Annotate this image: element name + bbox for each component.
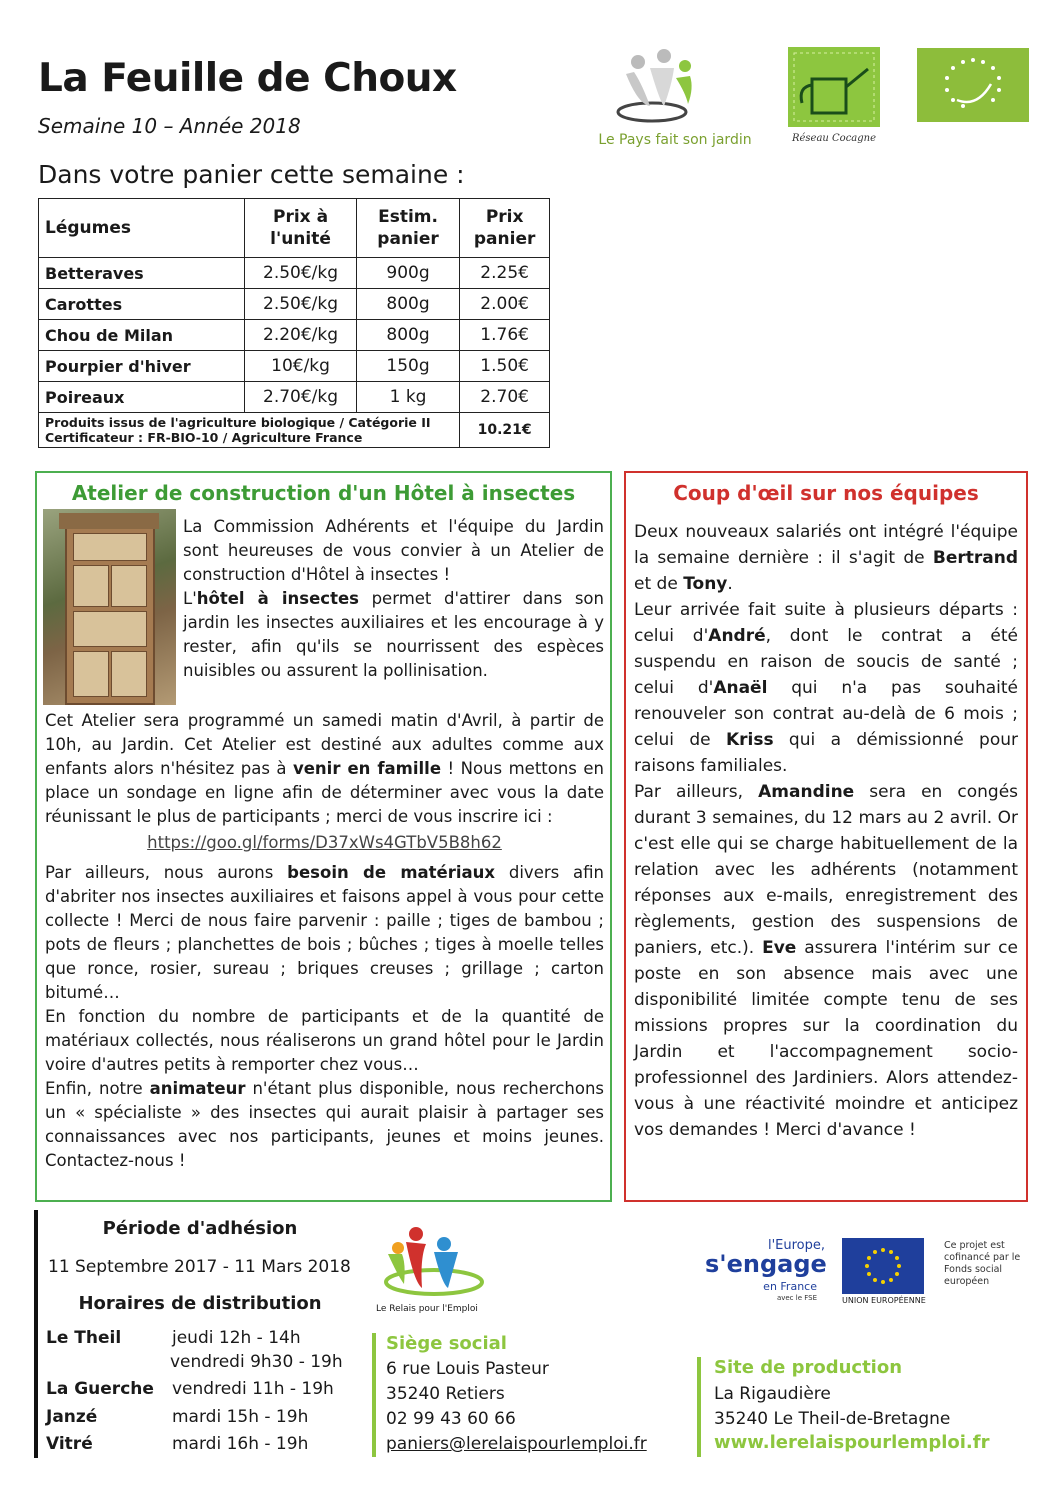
veg-qty: 800g (356, 320, 459, 351)
atelier-intro (183, 515, 604, 683)
veg-price: 2.70€ (460, 382, 550, 413)
eu-organic-leaf-icon (917, 48, 1029, 122)
veg-name: Chou de Milan (39, 320, 245, 351)
siege-street: 6 rue Louis Pasteur (386, 1359, 549, 1379)
schedule-time: vendredi 11h - 19h (172, 1379, 334, 1399)
schedule-place: Vitré (46, 1434, 93, 1454)
equipes-paragraph-1: Deux nouveaux salariés ont intégré l'équipe la semaine dernière : il s'agit de Bertrand et de Tony. (634, 522, 1018, 594)
insect-hotel-icon (65, 521, 155, 705)
schedule-time: jeudi 12h - 14h (172, 1328, 301, 1348)
page-title: La Feuille de Choux (38, 56, 457, 101)
survey-link[interactable]: https://goo.gl/forms/D37xWs4GTbV5B8h62 (147, 833, 502, 852)
footer-left-bar (34, 1210, 38, 1458)
siege-phone: 02 99 43 60 66 (386, 1409, 516, 1429)
col-estim: Estim. panier (356, 199, 459, 258)
col-legumes: Légumes (39, 199, 245, 258)
schedule-time: mardi 16h - 19h (172, 1434, 309, 1454)
relais-people-icon (376, 1222, 504, 1306)
eu-stars-icon (842, 1238, 924, 1294)
pays-jardin-logo (590, 44, 760, 148)
schedule-place: Le Theil (46, 1328, 122, 1348)
atelier-paragraph-1: La Commission Adhérents et l'équipe du Jardin sont heureuses de vous convier à un Atelier de construction d'Hôtel à insectes ! (183, 517, 604, 584)
eu-organic-logo (917, 48, 1029, 122)
veg-unit-price: 10€/kg (245, 351, 357, 382)
atelier-paragraph-4: Par ailleurs, nous aurons besoin de matériaux divers afin d'abriter nos insectes auxiliaires et faisons appel à vous pour cette collecte ! Merci de nous faire parvenir : paille ; tiges de bambou ; pots de fleurs ; planchettes de bois ; bûches ; tiges à moelle telles que ronce, rosier, sureau ; briques creuses ; grillage ; carton bitumé… (45, 863, 604, 1002)
certification-note (39, 413, 460, 448)
schedule-time: mardi 15h - 19h (172, 1407, 309, 1427)
insect-hotel-photo (43, 509, 176, 705)
siege-city: 35240 Retiers (386, 1384, 505, 1404)
relais-caption: Le Relais pour l'Emploi (376, 1304, 478, 1314)
europe-sengage-logo (705, 1238, 827, 1306)
equipes-paragraph-2: Leur arrivée fait suite à plusieurs départs : celui d'André, dont le contrat a été suspendu en raison de soucis de santé ; celui d'Anaël qui n'a pas souhaité renouveler son contrat au-delà de 6 mois ; celui de Kriss qui a démissionné pour raisons familiales. (634, 600, 1019, 776)
vegetable-table (38, 198, 550, 448)
horaires-title: Horaires de distribution (78, 1293, 322, 1314)
europe-line-4: avec le FSE (776, 1294, 817, 1302)
schedule-place: Janzé (46, 1407, 98, 1427)
veg-qty: 900g (356, 258, 459, 289)
veg-unit-price: 2.20€/kg (245, 320, 357, 351)
veg-unit-price: 2.70€/kg (245, 382, 357, 413)
eu-caption: UNION EUROPÉENNE (842, 1296, 926, 1305)
veg-price: 2.25€ (460, 258, 550, 289)
certification-line-1: Produits issus de l'agriculture biologique / Catégorie II (45, 415, 431, 430)
watering-can-icon (788, 47, 880, 127)
atelier-paragraph-2: L'hôtel à insectes permet d'attirer dans son jardin les insectes auxiliaires et les encourage à y rester, afin qu'ils se nourrissent des espèces nuisibles ou assurent la pollinisation. (183, 589, 604, 680)
schedule-time: vendredi 9h30 - 19h (170, 1352, 343, 1372)
site-bar (697, 1357, 701, 1457)
veg-qty: 150g (356, 351, 459, 382)
atelier-paragraph-6: Enfin, notre animateur n'étant plus disponible, nous recherchons un « spécialiste » des insectes qui aurait plaisir à partager ses connaissances avec nos participants, jeunes et moins jeunes. Contactez-nous ! (45, 1079, 605, 1170)
atelier-paragraph-3: Cet Atelier sera programmé un samedi matin d'Avril, à partir de 10h, au Jardin. Cet Atelier est destiné aux adultes comme aux enfants alors n'hésitez pas à venir en famille ! Nous mettons en place un sondage en ligne afin de déterminer avec vous la date réunissant le plus de participants ; merci de vous inscrire ici : (45, 711, 604, 826)
basket-heading: Dans votre panier cette semaine : (38, 160, 465, 189)
atelier-body (45, 709, 604, 1173)
eu-flag (842, 1238, 924, 1294)
veg-price: 1.76€ (460, 320, 550, 351)
siege-title: Siège social (386, 1333, 507, 1354)
europe-line-1: l'Europe, (767, 1238, 825, 1253)
veg-qty: 800g (356, 289, 459, 320)
periode-dates: 11 Septembre 2017 - 11 Mars 2018 (48, 1257, 351, 1277)
certification-line-2: Certificateur : FR-BIO-10 / Agriculture France (45, 430, 363, 445)
periode-title: Période d'adhésion (102, 1218, 298, 1239)
atelier-paragraph-5: En fonction du nombre de participants et de la quantité de matériaux collectés, nous réaliserons un grand hôtel pour le Jardin voire d'autres petits à remporter chez vous… (45, 1007, 604, 1074)
site-place: La Rigaudière (714, 1384, 831, 1404)
table-row (39, 258, 550, 289)
col-unit-price: Prix à l'unité (245, 199, 357, 258)
veg-name: Poireaux (39, 382, 245, 413)
europe-line-3: en France (763, 1280, 817, 1293)
equipes-paragraph-3: Par ailleurs, Amandine sera en congés durant 3 semaines, du 12 mars au 2 avril. Or c'est elle qui se charge habituellement de la relation avec les adhérents (notamment réponses aux e-mails, enregistrement des règlements, gestion des suspensions de paniers, etc.). Eve assurera l'intérim sur ce poste en son absence mais avec une disponibilité limitée compte tenu de ses missions propres sur la coordination du Jardin et l'accompagnement socio-professionnel des Jardiniers. Alors attendez-vous à une réactivité moindre et anticipez vos demandes ! Merci d'avance ! (634, 782, 1019, 1140)
website-link[interactable]: www.lerelaispourlemploi.fr (714, 1432, 990, 1453)
table-footer-row (39, 413, 550, 448)
equipes-section (624, 471, 1028, 1202)
table-header-row (39, 199, 550, 258)
pays-jardin-caption: Le Pays fait son jardin (598, 132, 752, 148)
veg-price: 1.50€ (460, 351, 550, 382)
equipes-title: Coup d'œil sur nos équipes (673, 481, 979, 505)
veg-unit-price: 2.50€/kg (245, 258, 357, 289)
table-row (39, 351, 550, 382)
pays-jardin-logo-icon (590, 44, 760, 128)
veg-name: Pourpier d'hiver (39, 351, 245, 382)
siege-email-link[interactable]: paniers@lerelaispourlemploi.fr (386, 1434, 647, 1454)
europe-line-2: s'engage (705, 1250, 827, 1278)
schedule-place: La Guerche (46, 1379, 154, 1399)
basket-total: 10.21€ (460, 413, 550, 448)
col-price: Prix panier (460, 199, 550, 258)
siege-bar (372, 1333, 376, 1457)
veg-qty: 1 kg (356, 382, 459, 413)
veg-name: Carottes (39, 289, 245, 320)
reseau-cocagne-caption: Réseau Cocagne (791, 133, 877, 144)
table-row (39, 289, 550, 320)
site-city: 35240 Le Theil-de-Bretagne (714, 1409, 951, 1429)
atelier-section (35, 471, 612, 1202)
veg-name: Betteraves (39, 258, 245, 289)
reseau-cocagne-logo (788, 47, 880, 144)
table-row (39, 382, 550, 413)
equipes-body (634, 519, 1018, 1143)
site-title: Site de production (714, 1357, 903, 1378)
veg-price: 2.00€ (460, 289, 550, 320)
atelier-title: Atelier de construction d'un Hôtel à insectes (71, 481, 576, 505)
page-subtitle: Semaine 10 – Année 2018 (38, 114, 301, 138)
veg-unit-price: 2.50€/kg (245, 289, 357, 320)
table-row (39, 320, 550, 351)
fse-note: Ce projet est cofinancé par le Fonds social européen (944, 1240, 1021, 1287)
